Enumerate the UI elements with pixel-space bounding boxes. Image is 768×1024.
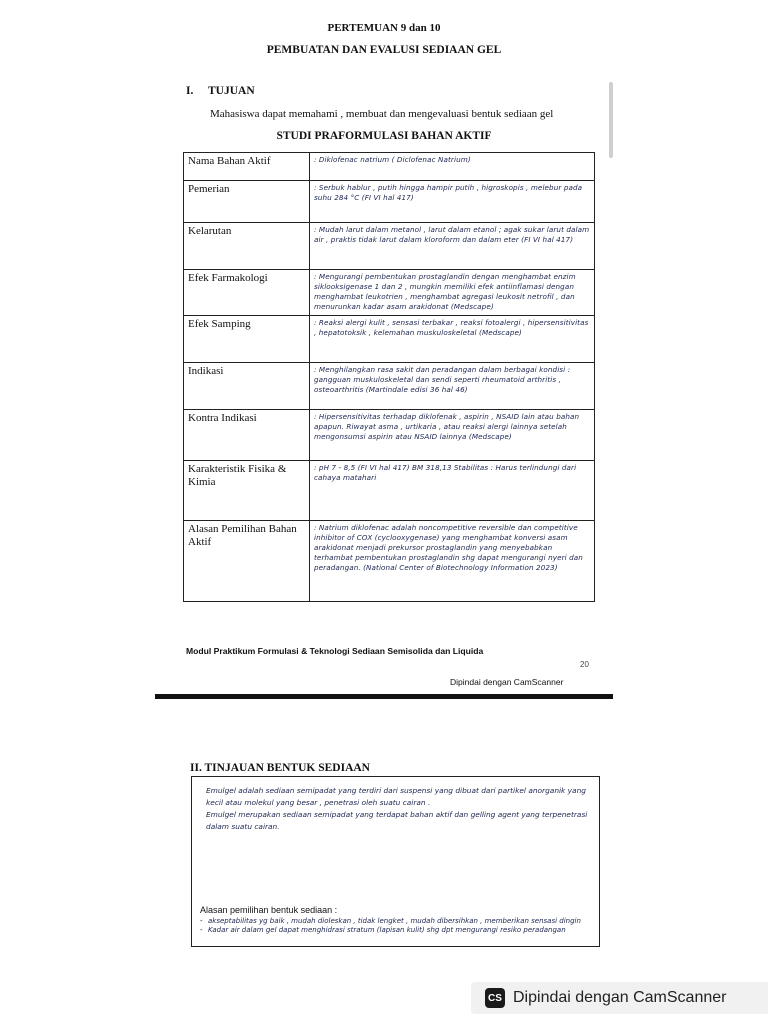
scan-footer: Dipindai dengan CamScanner [450,677,564,687]
table-row [184,461,595,521]
table-row [184,181,595,223]
section1-heading-text: TUJUAN [208,85,255,97]
tinjauan-paragraph: Emulgel merupakan sediaan semipadat yang terdapat bahan aktif dan gelling agent yang terpenetrasi dalam suatu cairan. [206,810,588,831]
section1-heading [186,85,255,97]
camscanner-text: Dipindai dengan CamScanner [513,989,727,1006]
camscanner-icon: CS [485,988,505,1008]
page-divider [155,694,613,699]
row-label: Alasan Pemilihan Bahan Aktif [184,521,310,602]
row-label: Kontra Indikasi [184,410,310,461]
table-row [184,223,595,270]
page-subtitle: PEMBUATAN DAN EVALUSI SEDIAAN GEL [266,44,502,56]
page-title: PERTEMUAN 9 dan 10 [327,22,441,34]
camscanner-watermark [471,982,768,1014]
table-row [184,270,595,316]
row-value: : Mudah larut dalam metanol , larut dalam etanol ; agak sukar larut dalam air , praktis tidak larut dalam kloroform dan dalam eter (FI VI hal 417) [310,223,595,270]
row-value: : Mengurangi pembentukan prostaglandin dengan menghambat enzim siklooksigenase 1 dan 2 , mungkin memiliki efek antiinflamasi dengan menghambat leukotrien , menghambat agregasi leukosit netrofil , dan menurunkan kadar asam arakidonat (Medscape) [310,270,595,316]
module-footer: Modul Praktikum Formulasi & Teknologi Sediaan Semisolida dan Liquida [186,646,484,656]
praformulasi-table [183,152,595,602]
row-label: Karakteristik Fisika & Kimia [184,461,310,521]
row-label: Indikasi [184,363,310,410]
row-value: : pH 7 - 8,5 (FI VI hal 417) BM 318,13 Stabilitas : Harus terlindungi dari cahaya matahari [310,461,595,521]
row-label: Efek Farmakologi [184,270,310,316]
table-title: STUDI PRAFORMULASI BAHAN AKTIF [276,130,492,142]
list-item: - Kadar air dalam gel dapat menghidrasi stratum (lapisan kulit) shg dpt mengurangi resiko peradangan [200,926,595,935]
table-row [184,521,595,602]
table-row [184,153,595,181]
row-label: Efek Samping [184,316,310,363]
tinjauan-box [191,776,600,947]
row-label: Pemerian [184,181,310,223]
section2-heading: II. TINJAUAN BENTUK SEDIAAN [190,762,370,774]
reasons-label: Alasan pemilihan bentuk sediaan : [200,905,338,915]
tinjauan-handwriting [206,785,591,833]
row-value: : Diklofenac natrium ( Diclofenac Natrium) [310,153,595,181]
page-number: 20 [580,660,589,669]
table-row [184,363,595,410]
row-label: Kelarutan [184,223,310,270]
tujuan-text: Mahasiswa dapat memahami , membuat dan mengevaluasi bentuk sediaan gel [210,108,554,120]
row-value: : Serbuk hablur , putih hingga hampir putih , higroskopis , melebur pada suhu 284 °C (FI VI hal 417) [310,181,595,223]
row-value: : Hipersensitivitas terhadap diklofenak , aspirin , NSAID lain atau bahan apapun. Riwayat asma , urtikaria , atau reaksi alergi lainnya setelah mengonsumsi aspirin atau NSAID lainnya (Medscape) [310,410,595,461]
row-value: : Menghilangkan rasa sakit dan peradangan dalam berbagai kondisi : gangguan muskuloskeletal dan sendi seperti rheumatoid arthritis , osteoarthritis (Martindale edisi 36 hal 46) [310,363,595,410]
section1-number: I. [186,85,194,97]
table-row [184,316,595,363]
table-row [184,410,595,461]
reasons-list [200,917,595,935]
row-label: Nama Bahan Aktif [184,153,310,181]
tinjauan-paragraph: Emulgel adalah sediaan semipadat yang terdiri dari suspensi yang dibuat dari partikel anorganik yang kecil atau molekul yang besar , penetrasi oleh suatu cairan . [206,786,586,807]
row-value: : Natrium diklofenac adalah noncompetitive reversible dan competitive inhibitor of COX (cyclooxygenase) yang menghambat konversi asam arakidonat menjadi prekursor prostaglandin yang menyebabkan terhambat pembentukan prostaglandin shg dapat mengurangi nyeri dan peradangan. (National Center of Biotechnology Information 2023) [310,521,595,602]
list-item: - akseptabilitas yg baik , mudah dioleskan , tidak lengket , mudah dibersihkan , memberikan sensasi dingin [200,917,595,926]
scan-scrollbar [609,82,613,158]
row-value: : Reaksi alergi kulit , sensasi terbakar , reaksi fotoalergi , hipersensitivitas , hepatotoksik , kelemahan muskuloskeletal (Medscape) [310,316,595,363]
